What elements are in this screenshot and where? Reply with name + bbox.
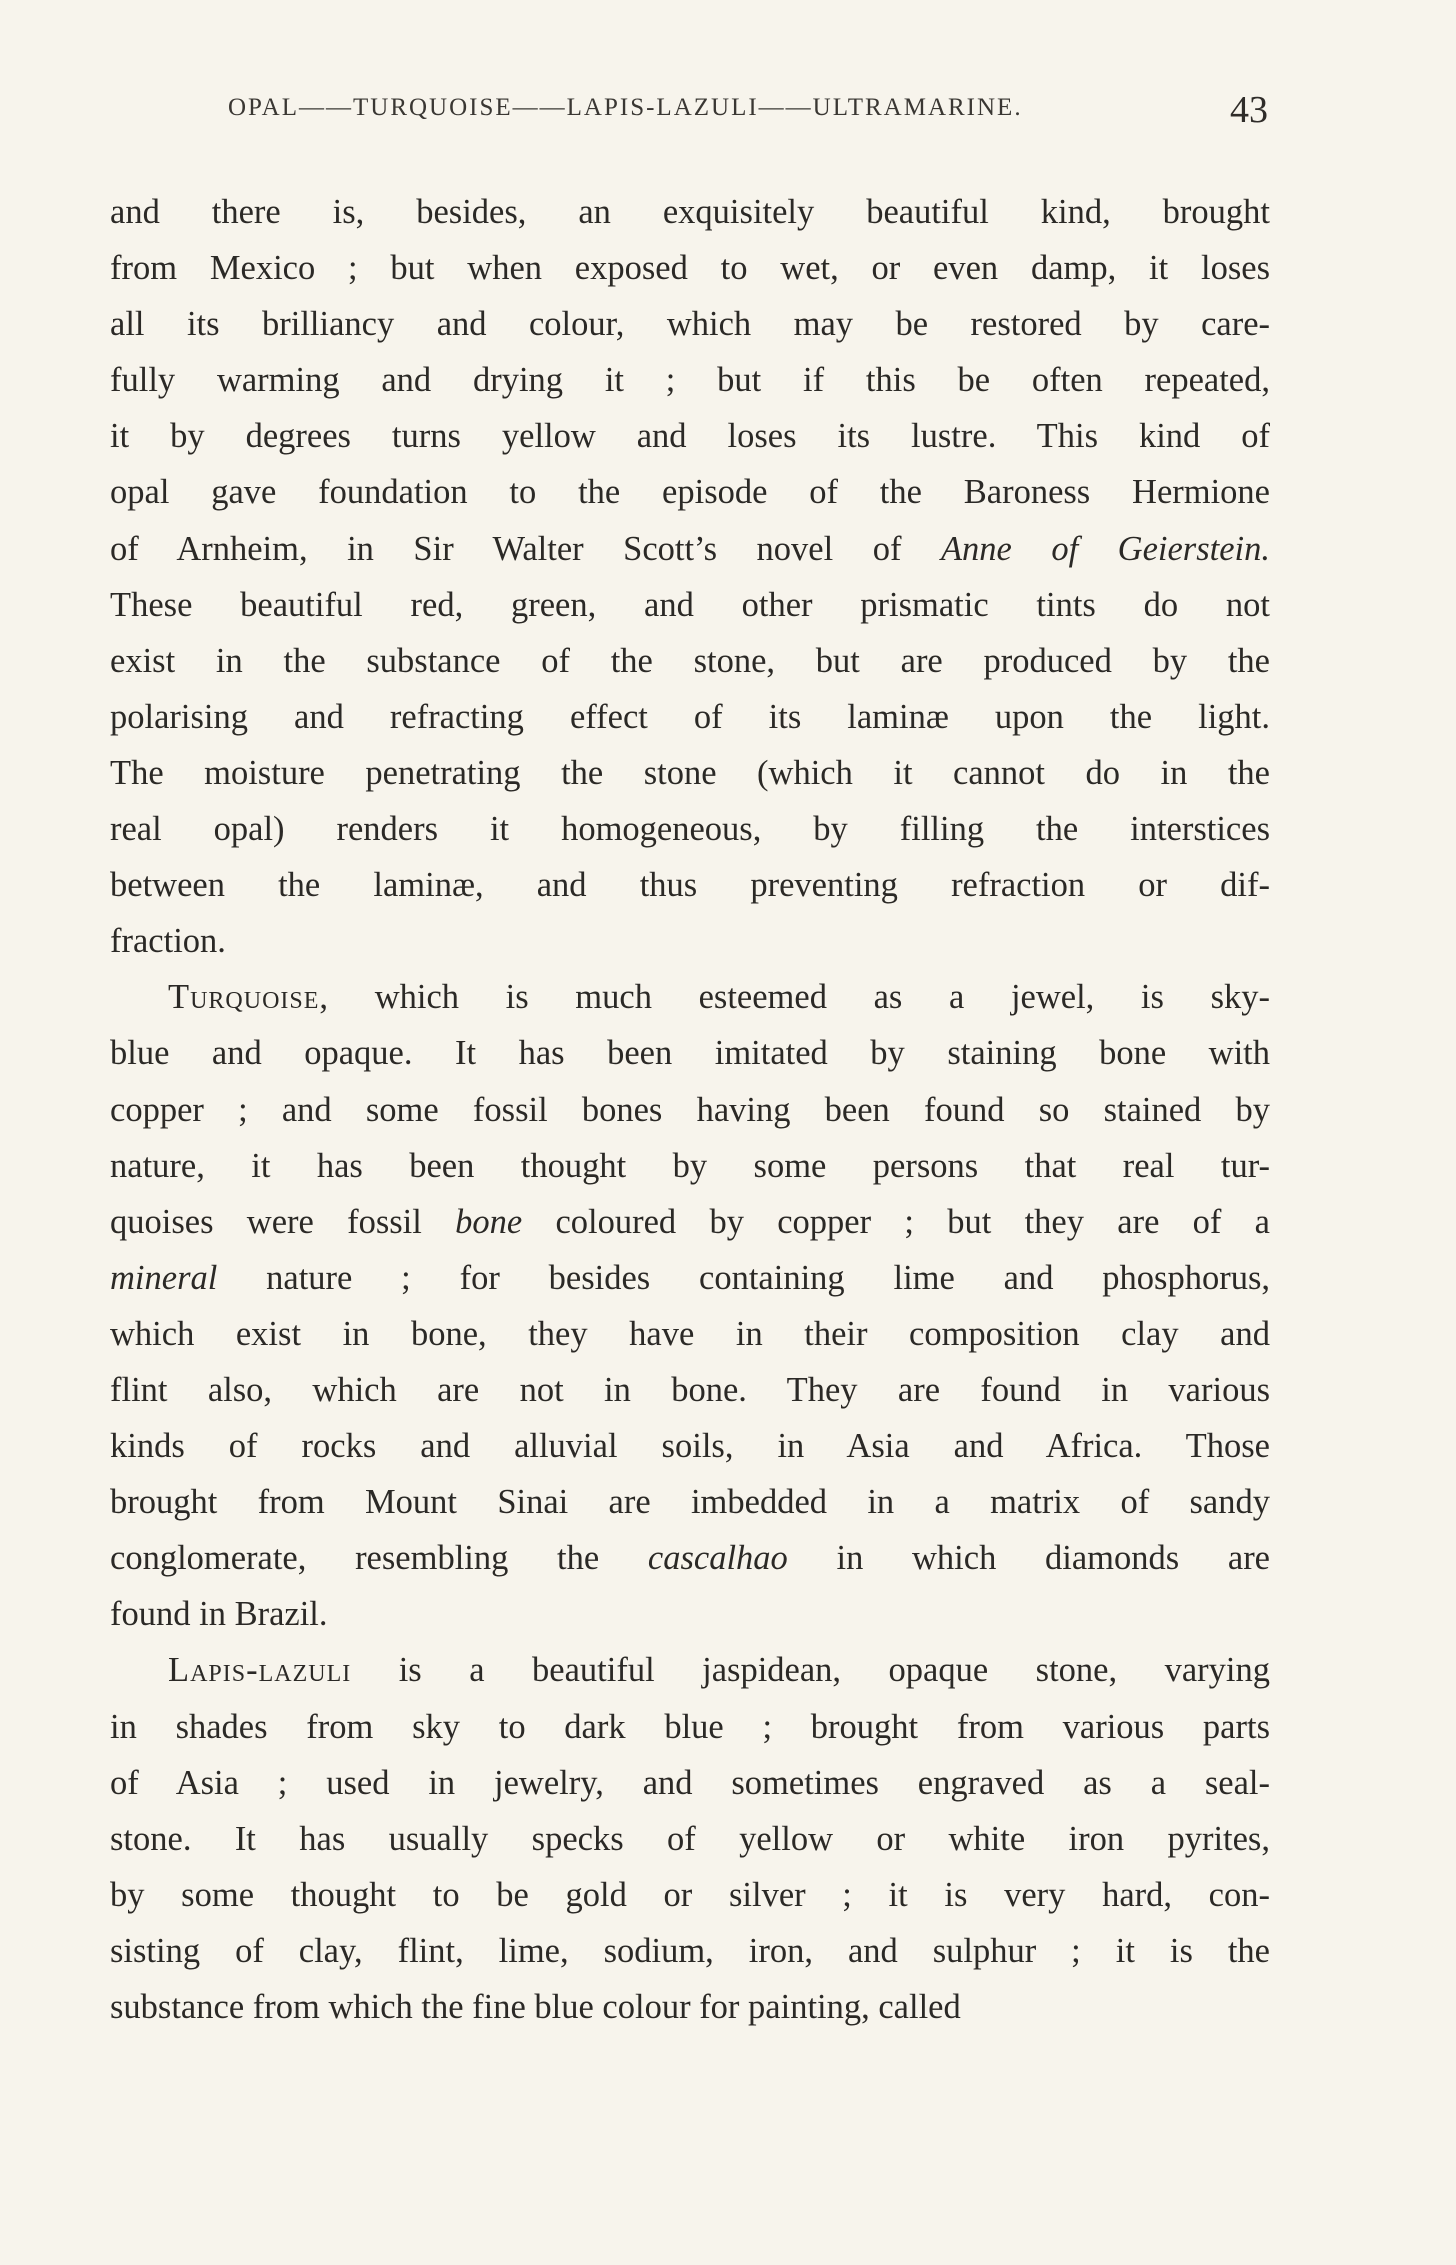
text-line [110, 1250, 1270, 1306]
page-number: 43 [1230, 89, 1268, 131]
paragraph [110, 969, 1270, 1642]
text-line [110, 296, 1270, 352]
line-text: between the laminæ, and thus preventing refraction or dif- [110, 866, 1270, 905]
text-line [110, 1755, 1270, 1811]
text-line [110, 1306, 1270, 1362]
italic-text: mineral [110, 1258, 218, 1297]
paragraph [110, 184, 1270, 969]
line-text: and there is, besides, an exquisitely beautiful kind, brought [110, 193, 1270, 231]
text-line [110, 1138, 1270, 1194]
text-line [110, 1979, 1270, 2035]
line-text: quoises were fossil [110, 1202, 456, 1241]
text-line [110, 1025, 1270, 1081]
text-line [110, 1082, 1270, 1138]
text-line [110, 352, 1270, 408]
line-text: coloured by copper ; but they are of a [522, 1202, 1270, 1241]
line-text: from Mexico ; but when exposed to wet, or even damp, it loses [110, 249, 1270, 288]
italic-text: cascalhao [647, 1539, 788, 1578]
body-text [110, 184, 1270, 2035]
section-term: Lapis-lazuli [168, 1651, 352, 1690]
text-line [110, 1474, 1270, 1530]
line-text: The moisture penetrating the stone (which it cannot do in the [110, 753, 1270, 792]
line-text: found in Brazil. [110, 1595, 328, 1634]
running-head [110, 88, 1268, 138]
section-term: Turquoise [168, 978, 320, 1017]
line-text: stone. It has usually specks of yellow or white iron pyrites, [110, 1819, 1270, 1858]
text-line [110, 913, 1270, 969]
text-line [110, 240, 1270, 296]
line-text: in which diamonds are [787, 1539, 1270, 1578]
line-text: polarising and refracting effect of its laminæ upon the light. [110, 697, 1270, 736]
line-text: of Arnheim, in Sir Walter Scott’s novel of [110, 529, 941, 568]
text-line [110, 408, 1270, 464]
italic-text: bone [455, 1202, 523, 1241]
line-text: substance from which the fine blue colour for painting, called [110, 1988, 961, 2026]
line-text: nature ; for besides containing lime and phosphorus, [217, 1258, 1270, 1297]
line-text: fraction. [110, 922, 226, 961]
line-text: blue and opaque. It has been imitated by staining bone with [110, 1034, 1270, 1073]
line-text: in shades from sky to dark blue ; brought from various parts [110, 1707, 1270, 1746]
paragraph [110, 1642, 1270, 2035]
line-text: by some thought to be gold or silver ; it is very hard, con- [110, 1875, 1270, 1914]
text-line [110, 1530, 1270, 1586]
text-line [110, 577, 1270, 633]
line-text: exist in the substance of the stone, but are produced by the [110, 641, 1270, 680]
line-text: all its brilliancy and colour, which may be restored by care- [110, 305, 1270, 344]
text-line [110, 1362, 1270, 1418]
line-text: of Asia ; used in jewelry, and sometimes engraved as a seal- [110, 1763, 1270, 1802]
running-title: OPAL——TURQUOISE——LAPIS-LAZULI——ULTRAMARINE. [228, 94, 1023, 121]
line-text: copper ; and some fossil bones having been found so stained by [110, 1090, 1270, 1129]
text-line [110, 1867, 1270, 1923]
text-line [110, 464, 1270, 520]
line-text: opal gave foundation to the episode of the Baroness Hermione [110, 473, 1270, 512]
line-text: flint also, which are not in bone. They are found in various [110, 1370, 1270, 1409]
line-text: sisting of clay, flint, lime, sodium, iron, and sulphur ; it is the [110, 1931, 1270, 1970]
text-line [110, 1194, 1270, 1250]
line-text: is a beautiful jaspidean, opaque stone, varying [351, 1651, 1270, 1690]
text-line [110, 184, 1270, 240]
line-text: kinds of rocks and alluvial soils, in Asia and Africa. Those [110, 1427, 1270, 1466]
text-line [110, 633, 1270, 689]
line-text: it by degrees turns yellow and loses its lustre. This kind of [110, 417, 1270, 456]
text-line [110, 1418, 1270, 1474]
text-line [110, 1642, 1270, 1698]
line-text: which exist in bone, they have in their composition clay and [110, 1314, 1270, 1353]
text-line [110, 1586, 1270, 1642]
text-line [110, 745, 1270, 801]
text-line [110, 1699, 1270, 1755]
text-line [110, 1811, 1270, 1867]
line-text: brought from Mount Sinai are imbedded in a matrix of sandy [110, 1483, 1270, 1522]
line-text: conglomerate, resembling the [110, 1539, 648, 1578]
text-line [110, 857, 1270, 913]
italic-text: Anne of Geierstein. [940, 529, 1270, 568]
text-line [110, 521, 1270, 577]
line-text: , which is much esteemed as a jewel, is sky- [319, 978, 1270, 1017]
line-text: fully warming and drying it ; but if this be often repeated, [110, 361, 1270, 400]
text-line [110, 1923, 1270, 1979]
line-text: real opal) renders it homogeneous, by filling the interstices [110, 810, 1270, 849]
line-text: These beautiful red, green, and other prismatic tints do not [110, 585, 1270, 624]
text-line [110, 801, 1270, 857]
line-text: nature, it has been thought by some persons that real tur- [110, 1146, 1270, 1185]
text-line [110, 689, 1270, 745]
text-line [110, 969, 1270, 1025]
